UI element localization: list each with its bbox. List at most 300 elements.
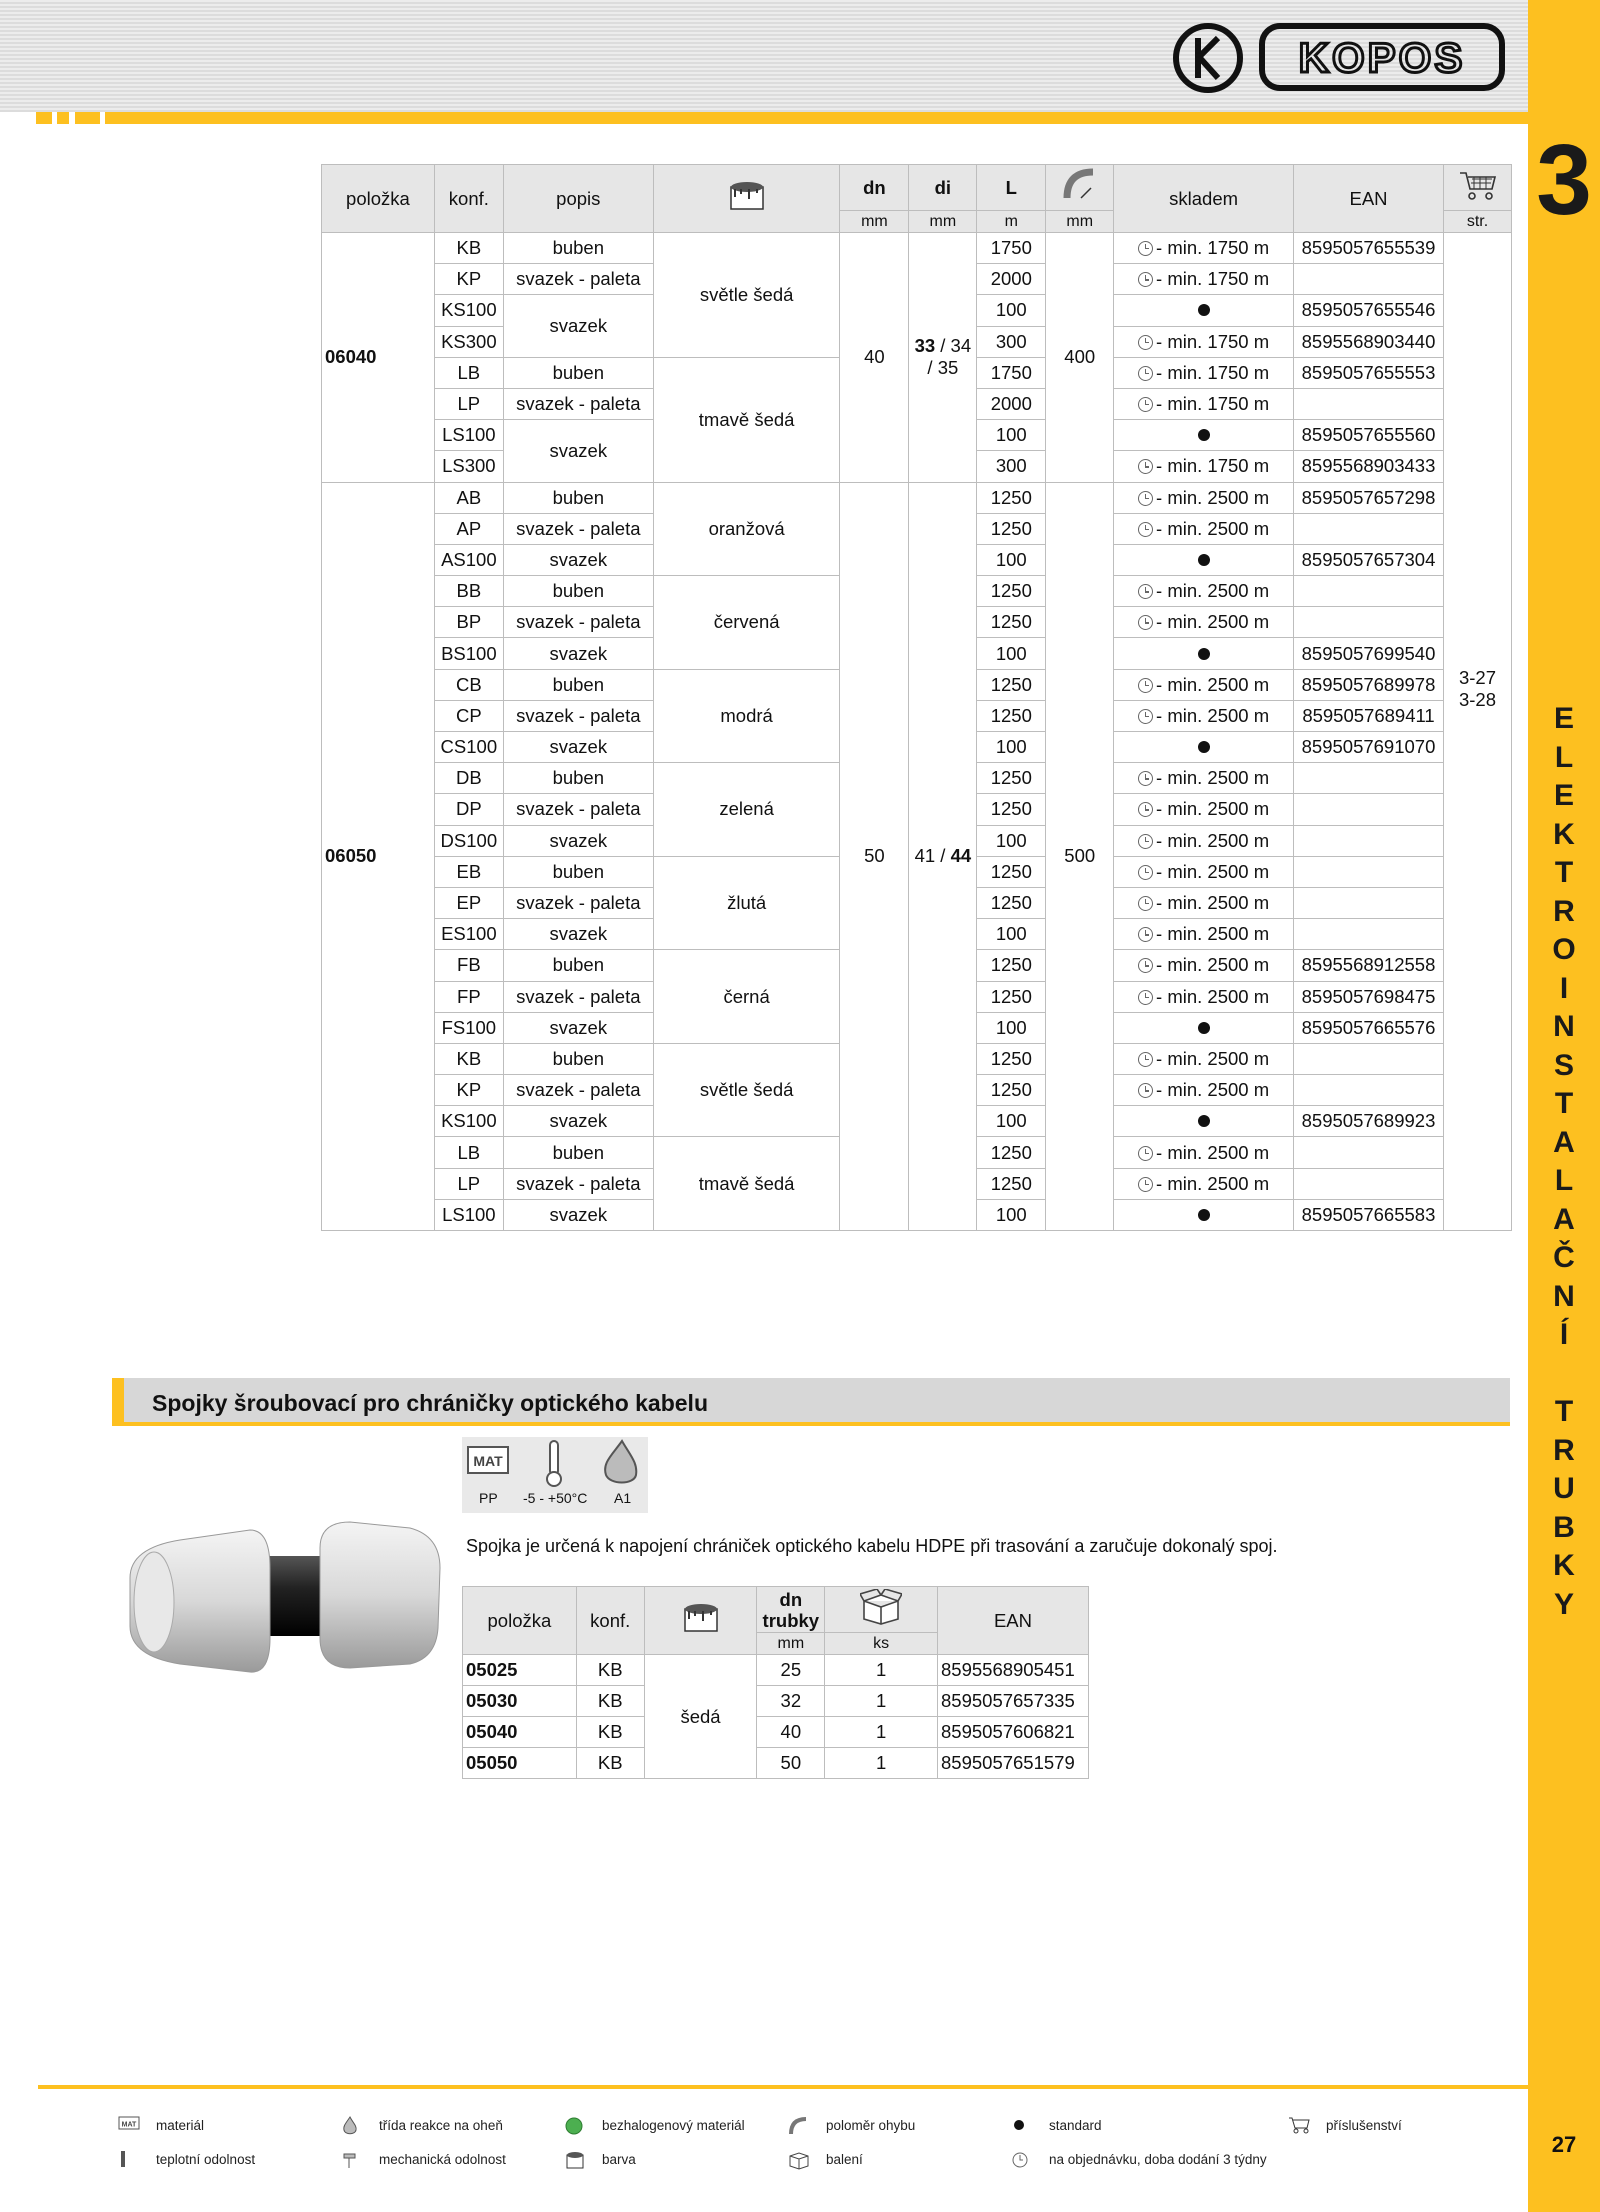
clock-icon xyxy=(1011,2150,1031,2168)
clock-icon xyxy=(1138,678,1153,693)
desc-cell: svazek - paleta xyxy=(503,981,653,1012)
legend-item xyxy=(1288,2118,1402,2133)
clock-icon xyxy=(1138,802,1153,817)
stock-cell xyxy=(1114,326,1294,357)
radius-cell: 400 xyxy=(1046,233,1114,483)
conf-cell: KB xyxy=(576,1655,644,1686)
side-title-letter: N xyxy=(1553,1010,1575,1043)
conf-cell: KP xyxy=(434,264,503,295)
stock-cell xyxy=(1114,825,1294,856)
paint-bucket-icon xyxy=(681,1601,721,1635)
ean-cell xyxy=(1294,576,1444,607)
box-icon xyxy=(788,2150,808,2168)
legend-label: standard xyxy=(1049,2118,1102,2133)
length-cell: 1250 xyxy=(977,950,1046,981)
section-description: Spojka je určená k napojení chrániček optického kabelu HDPE při trasování a zaručuje dokonalý spoj. xyxy=(466,1536,1278,1556)
length-cell: 1250 xyxy=(977,887,1046,918)
header-dash xyxy=(36,112,52,124)
ean-cell: 8595057657298 xyxy=(1294,482,1444,513)
coupling-photo xyxy=(120,1508,450,1698)
stock-cell xyxy=(1114,1012,1294,1043)
stock-text: - min. 1750 m xyxy=(1156,393,1270,415)
col-dn-line1: dn xyxy=(779,1588,803,1610)
side-title-letter: E xyxy=(1553,702,1574,735)
stock-cell xyxy=(1114,763,1294,794)
stock-cell xyxy=(1114,981,1294,1012)
conf-cell: KS100 xyxy=(434,1106,503,1137)
col-L: L xyxy=(977,165,1046,211)
length-cell: 1250 xyxy=(977,669,1046,700)
ean-cell: 8595057665583 xyxy=(1294,1199,1444,1230)
legend-label: mechanická odolnost xyxy=(379,2152,506,2167)
stock-cell xyxy=(1114,482,1294,513)
conf-cell: KB xyxy=(576,1748,644,1779)
clock-icon xyxy=(1138,896,1153,911)
ean-cell xyxy=(1294,1043,1444,1074)
clock-icon xyxy=(1138,1083,1153,1098)
side-title-letter: O xyxy=(1552,933,1576,966)
ean-cell xyxy=(1294,264,1444,295)
conf-cell: LP xyxy=(434,1168,503,1199)
stock-text: - min. 2500 m xyxy=(1156,517,1270,539)
table-row xyxy=(463,1655,1089,1686)
stock-text: - min. 2500 m xyxy=(1156,954,1270,976)
kopos-logo xyxy=(1170,22,1510,94)
clock-icon xyxy=(1138,1177,1153,1192)
desc-cell: svazek xyxy=(503,732,653,763)
clock-icon xyxy=(1138,834,1153,849)
side-title-letter: B xyxy=(1553,1510,1575,1544)
desc-cell: svazek - paleta xyxy=(503,1168,653,1199)
stock-cell xyxy=(1114,513,1294,544)
conf-cell: EB xyxy=(434,856,503,887)
length-cell: 1250 xyxy=(977,1043,1046,1074)
ean-cell xyxy=(1294,794,1444,825)
clock-icon xyxy=(1138,1052,1153,1067)
ean-cell: 8595057655539 xyxy=(1294,233,1444,264)
unit-di: mm xyxy=(909,211,977,233)
conf-cell: LS300 xyxy=(434,451,503,482)
dot-icon xyxy=(1011,2116,1031,2134)
stock-cell xyxy=(1114,794,1294,825)
length-cell: 1250 xyxy=(977,576,1046,607)
conf-cell: BP xyxy=(434,607,503,638)
col-bend-radius xyxy=(1046,165,1114,211)
ean-cell: 8595057689411 xyxy=(1294,700,1444,731)
clock-icon xyxy=(1138,958,1153,973)
desc-cell: svazek - paleta xyxy=(503,607,653,638)
desc-cell: buben xyxy=(503,576,653,607)
ean-cell: 8595057689978 xyxy=(1294,669,1444,700)
legend-item xyxy=(341,2152,506,2167)
unit-ks: ks xyxy=(825,1633,938,1655)
di-cell xyxy=(909,233,977,483)
stock-text: - min. 2500 m xyxy=(1156,486,1270,508)
stock-cell xyxy=(1114,388,1294,419)
unit-accessories: str. xyxy=(1444,211,1512,233)
side-title-letter: K xyxy=(1553,817,1575,851)
conf-cell: KB xyxy=(434,233,503,264)
temperature-label: -5 - +50°C xyxy=(523,1490,588,1506)
ks-cell: 1 xyxy=(825,1717,938,1748)
footer-line xyxy=(38,2085,1528,2089)
stock-text: - min. 2500 m xyxy=(1156,704,1270,726)
col-color xyxy=(644,1587,757,1655)
unit-radius: mm xyxy=(1046,211,1114,233)
ean-cell: 8595057698475 xyxy=(1294,981,1444,1012)
legend-label: materiál xyxy=(156,2118,205,2133)
desc-cell: svazek - paleta xyxy=(503,264,653,295)
desc-cell: buben xyxy=(503,669,653,700)
col-packaging xyxy=(825,1587,938,1633)
desc-cell: buben xyxy=(503,1137,653,1168)
stock-text: - min. 1750 m xyxy=(1156,330,1270,352)
legend-item xyxy=(564,2152,636,2167)
cart-icon xyxy=(1458,169,1498,201)
legend-item xyxy=(118,2152,255,2167)
table-row xyxy=(463,1686,1089,1717)
clock-icon xyxy=(1138,615,1153,630)
col-color xyxy=(653,165,840,233)
desc-cell: svazek xyxy=(503,1199,653,1230)
clock-icon xyxy=(1138,990,1153,1005)
side-title-letter: A xyxy=(1553,1125,1575,1159)
legend-label: příslušenství xyxy=(1326,2118,1402,2133)
clock-icon xyxy=(1138,522,1153,537)
length-cell: 1250 xyxy=(977,1075,1046,1106)
side-title-letter: T xyxy=(1554,1087,1574,1120)
clock-icon xyxy=(1138,366,1153,381)
length-cell: 100 xyxy=(977,1012,1046,1043)
length-cell: 100 xyxy=(977,544,1046,575)
side-title-letter: T xyxy=(1554,856,1574,889)
desc-cell: svazek - paleta xyxy=(503,700,653,731)
dn-cell: 40 xyxy=(840,233,909,483)
desc-cell: svazek - paleta xyxy=(503,388,653,419)
length-cell: 100 xyxy=(977,295,1046,326)
ean-cell: 8595057651579 xyxy=(938,1748,1089,1779)
desc-cell: svazek - paleta xyxy=(503,513,653,544)
desc-cell: svazek xyxy=(503,1012,653,1043)
chapter-title-vertical xyxy=(1528,700,1600,1624)
material-label: PP xyxy=(479,1490,498,1506)
ean-cell xyxy=(1294,825,1444,856)
side-title-letter: S xyxy=(1553,1048,1574,1082)
stock-cell xyxy=(1114,544,1294,575)
standard-dot-icon xyxy=(1198,304,1210,316)
desc-cell: buben xyxy=(503,950,653,981)
side-title-letter: R xyxy=(1553,1433,1575,1467)
di-value-bold: 33 xyxy=(914,335,936,357)
col-di: di xyxy=(909,165,977,211)
clock-icon xyxy=(1138,771,1153,786)
length-cell: 1250 xyxy=(977,1137,1046,1168)
length-cell: 1250 xyxy=(977,794,1046,825)
clock-icon xyxy=(1138,927,1153,942)
side-title-letter xyxy=(1528,1355,1600,1394)
bend-radius-icon xyxy=(788,2116,808,2134)
dn-cell: 25 xyxy=(757,1655,825,1686)
di-value-bold: 44 xyxy=(950,845,972,867)
ks-cell: 1 xyxy=(825,1686,938,1717)
page-number: 27 xyxy=(1551,2132,1577,2157)
legend-label: barva xyxy=(602,2152,636,2167)
conf-cell: AP xyxy=(434,513,503,544)
stock-cell xyxy=(1114,732,1294,763)
length-cell: 1250 xyxy=(977,1168,1046,1199)
length-cell: 300 xyxy=(977,451,1046,482)
clock-icon xyxy=(1138,335,1153,350)
ean-cell xyxy=(1294,919,1444,950)
table-row xyxy=(322,482,1512,513)
stock-cell xyxy=(1114,420,1294,451)
stock-cell xyxy=(1114,669,1294,700)
conf-cell: CS100 xyxy=(434,732,503,763)
stock-text: - min. 2500 m xyxy=(1156,580,1270,602)
desc-cell: buben xyxy=(503,482,653,513)
stock-cell xyxy=(1114,1137,1294,1168)
ean-cell: 8595057657335 xyxy=(938,1686,1089,1717)
stock-cell xyxy=(1114,638,1294,669)
col-conf: konf. xyxy=(576,1587,644,1655)
stock-text: - min. 1750 m xyxy=(1156,361,1270,383)
length-cell: 1250 xyxy=(977,607,1046,638)
color-cell: červená xyxy=(653,576,840,670)
standard-dot-icon xyxy=(1198,1115,1210,1127)
length-cell: 1250 xyxy=(977,700,1046,731)
svg-text:MAT: MAT xyxy=(121,2121,137,2129)
legend-label: poloměr ohybu xyxy=(826,2118,916,2133)
item-code: 05030 xyxy=(463,1686,577,1717)
ean-cell xyxy=(1294,1137,1444,1168)
length-cell: 1250 xyxy=(977,513,1046,544)
side-title-letter: N xyxy=(1553,1279,1575,1313)
length-cell: 100 xyxy=(977,732,1046,763)
ean-cell: 8595057699540 xyxy=(1294,638,1444,669)
dn-cell: 40 xyxy=(757,1717,825,1748)
stock-cell xyxy=(1114,607,1294,638)
svg-text:MAT: MAT xyxy=(473,1453,503,1469)
item-code: 05050 xyxy=(463,1748,577,1779)
length-cell: 1750 xyxy=(977,357,1046,388)
flame-icon xyxy=(341,2116,361,2134)
section-accent xyxy=(112,1378,124,1426)
clock-icon xyxy=(1138,865,1153,880)
stock-text: - min. 2500 m xyxy=(1156,860,1270,882)
legend-item xyxy=(341,2118,503,2133)
thermometer-icon xyxy=(118,2150,138,2168)
conf-cell: KS100 xyxy=(434,295,503,326)
desc-cell: buben xyxy=(503,233,653,264)
paint-bucket-icon xyxy=(564,2150,584,2168)
color-cell: zelená xyxy=(653,763,840,857)
stock-text: - min. 2500 m xyxy=(1156,798,1270,820)
col-desc: popis xyxy=(503,165,653,233)
ean-cell: 8595057606821 xyxy=(938,1717,1089,1748)
side-title-letter: L xyxy=(1554,1164,1574,1197)
unit-dn: mm xyxy=(757,1633,825,1655)
table-row xyxy=(463,1717,1089,1748)
stock-cell xyxy=(1114,1075,1294,1106)
standard-dot-icon xyxy=(1198,429,1210,441)
legend-label: bezhalogenový materiál xyxy=(602,2118,745,2133)
di-value: / 34 / 35 xyxy=(927,335,972,379)
mat-icon xyxy=(118,2116,138,2134)
header-dash xyxy=(75,112,100,124)
desc-cell: svazek xyxy=(503,919,653,950)
legend-item xyxy=(1011,2118,1102,2133)
unit-dn: mm xyxy=(840,211,909,233)
desc-cell: svazek - paleta xyxy=(503,887,653,918)
legend-item xyxy=(788,2152,863,2167)
conf-cell: EP xyxy=(434,887,503,918)
item-code: 06040 xyxy=(322,233,435,483)
standard-dot-icon xyxy=(1198,648,1210,660)
color-cell: tmavě šedá xyxy=(653,1137,840,1231)
legend-label: teplotní odolnost xyxy=(156,2152,256,2167)
length-cell: 100 xyxy=(977,825,1046,856)
conf-cell: BB xyxy=(434,576,503,607)
side-title-letter: U xyxy=(1553,1472,1575,1505)
conf-cell: CP xyxy=(434,700,503,731)
ean-cell: 8595057655553 xyxy=(1294,357,1444,388)
desc-cell: buben xyxy=(503,1043,653,1074)
side-title-letter: T xyxy=(1554,1395,1574,1428)
legend-item xyxy=(564,2118,745,2133)
ean-cell: 8595057691070 xyxy=(1294,732,1444,763)
bend-radius-icon xyxy=(1063,168,1097,202)
stock-cell xyxy=(1114,1168,1294,1199)
conf-cell: BS100 xyxy=(434,638,503,669)
clock-icon xyxy=(1138,491,1153,506)
stock-text: - min. 2500 m xyxy=(1156,1141,1270,1163)
cart-icon xyxy=(1288,2116,1308,2134)
di-value: 41 / xyxy=(914,845,951,867)
ean-cell: 8595057655560 xyxy=(1294,420,1444,451)
standard-dot-icon xyxy=(1198,741,1210,753)
ean-cell xyxy=(1294,607,1444,638)
col-dn xyxy=(757,1587,825,1633)
conf-cell: KB xyxy=(576,1717,644,1748)
ean-cell xyxy=(1294,1168,1444,1199)
standard-dot-icon xyxy=(1198,1209,1210,1221)
stock-cell xyxy=(1114,1106,1294,1137)
chapter-number: 3 xyxy=(1536,124,1592,236)
color-cell: tmavě šedá xyxy=(653,357,840,482)
length-cell: 300 xyxy=(977,326,1046,357)
stock-text: - min. 2500 m xyxy=(1156,892,1270,914)
stock-cell xyxy=(1114,1199,1294,1230)
length-cell: 1250 xyxy=(977,763,1046,794)
ean-cell: 8595568903440 xyxy=(1294,326,1444,357)
stock-text: - min. 1750 m xyxy=(1156,237,1270,259)
legend-label: balení xyxy=(826,2152,863,2167)
clock-icon xyxy=(1138,397,1153,412)
color-cell: oranžová xyxy=(653,482,840,576)
radius-cell: 500 xyxy=(1046,482,1114,1231)
length-cell: 1250 xyxy=(977,482,1046,513)
side-title-letter: K xyxy=(1553,1549,1575,1582)
dn-cell: 50 xyxy=(840,482,909,1231)
side-title-letter: A xyxy=(1553,1202,1575,1236)
color-cell: šedá xyxy=(644,1655,757,1779)
ks-cell: 1 xyxy=(825,1655,938,1686)
unit-L: m xyxy=(977,211,1046,233)
desc-cell: svazek xyxy=(503,295,653,357)
legend-item xyxy=(118,2118,204,2133)
conf-cell: AS100 xyxy=(434,544,503,575)
length-cell: 100 xyxy=(977,1199,1046,1230)
standard-dot-icon xyxy=(1198,554,1210,566)
conf-cell: KP xyxy=(434,1075,503,1106)
length-cell: 1250 xyxy=(977,856,1046,887)
conf-cell: KB xyxy=(434,1043,503,1074)
col-dn-line2: trubky xyxy=(762,1609,820,1631)
stock-cell xyxy=(1114,451,1294,482)
fire-class-label: A1 xyxy=(614,1490,632,1506)
ks-cell: 1 xyxy=(825,1748,938,1779)
item-code: 06050 xyxy=(322,482,435,1231)
paint-bucket-icon xyxy=(727,179,767,213)
stock-text: - min. 2500 m xyxy=(1156,1079,1270,1101)
ean-cell: 8595568905451 xyxy=(938,1655,1089,1686)
conf-cell: LB xyxy=(434,1137,503,1168)
box-icon xyxy=(860,1589,902,1625)
col-ean: EAN xyxy=(938,1587,1089,1655)
legend-item xyxy=(788,2118,915,2133)
stock-cell xyxy=(1114,264,1294,295)
side-title-letter: Y xyxy=(1553,1587,1574,1621)
length-cell: 2000 xyxy=(977,264,1046,295)
stock-text: - min. 1750 m xyxy=(1156,455,1270,477)
desc-cell: svazek - paleta xyxy=(503,794,653,825)
conf-cell: AB xyxy=(434,482,503,513)
conf-cell: ES100 xyxy=(434,919,503,950)
stock-text: - min. 2500 m xyxy=(1156,1172,1270,1194)
desc-cell: svazek xyxy=(503,1106,653,1137)
accessories-cell: 3-27 3-28 xyxy=(1444,233,1512,1231)
col-stock: skladem xyxy=(1114,165,1294,233)
stock-cell xyxy=(1114,1043,1294,1074)
length-cell: 1250 xyxy=(977,981,1046,1012)
desc-cell: buben xyxy=(503,856,653,887)
legend-item xyxy=(1011,2152,1267,2167)
ean-cell: 8595057689923 xyxy=(1294,1106,1444,1137)
desc-cell: svazek xyxy=(503,638,653,669)
stock-text: - min. 2500 m xyxy=(1156,985,1270,1007)
item-code: 05025 xyxy=(463,1655,577,1686)
color-cell: světle šedá xyxy=(653,233,840,358)
conf-cell: FP xyxy=(434,981,503,1012)
coupling-table xyxy=(462,1586,1089,1779)
conf-cell: DB xyxy=(434,763,503,794)
di-cell xyxy=(909,482,977,1231)
dn-cell: 50 xyxy=(757,1748,825,1779)
conf-cell: KS300 xyxy=(434,326,503,357)
legend-label: třída reakce na oheň xyxy=(379,2118,503,2133)
product-table xyxy=(321,164,1512,1231)
stock-text: - min. 2500 m xyxy=(1156,1047,1270,1069)
desc-cell: svazek xyxy=(503,825,653,856)
stock-text: - min. 2500 m xyxy=(1156,673,1270,695)
color-cell: modrá xyxy=(653,669,840,763)
col-accessories xyxy=(1444,165,1512,211)
stock-text: - min. 2500 m xyxy=(1156,767,1270,789)
hammer-icon xyxy=(341,2150,361,2168)
stock-cell xyxy=(1114,856,1294,887)
clock-icon xyxy=(1138,272,1153,287)
conf-cell: DP xyxy=(434,794,503,825)
